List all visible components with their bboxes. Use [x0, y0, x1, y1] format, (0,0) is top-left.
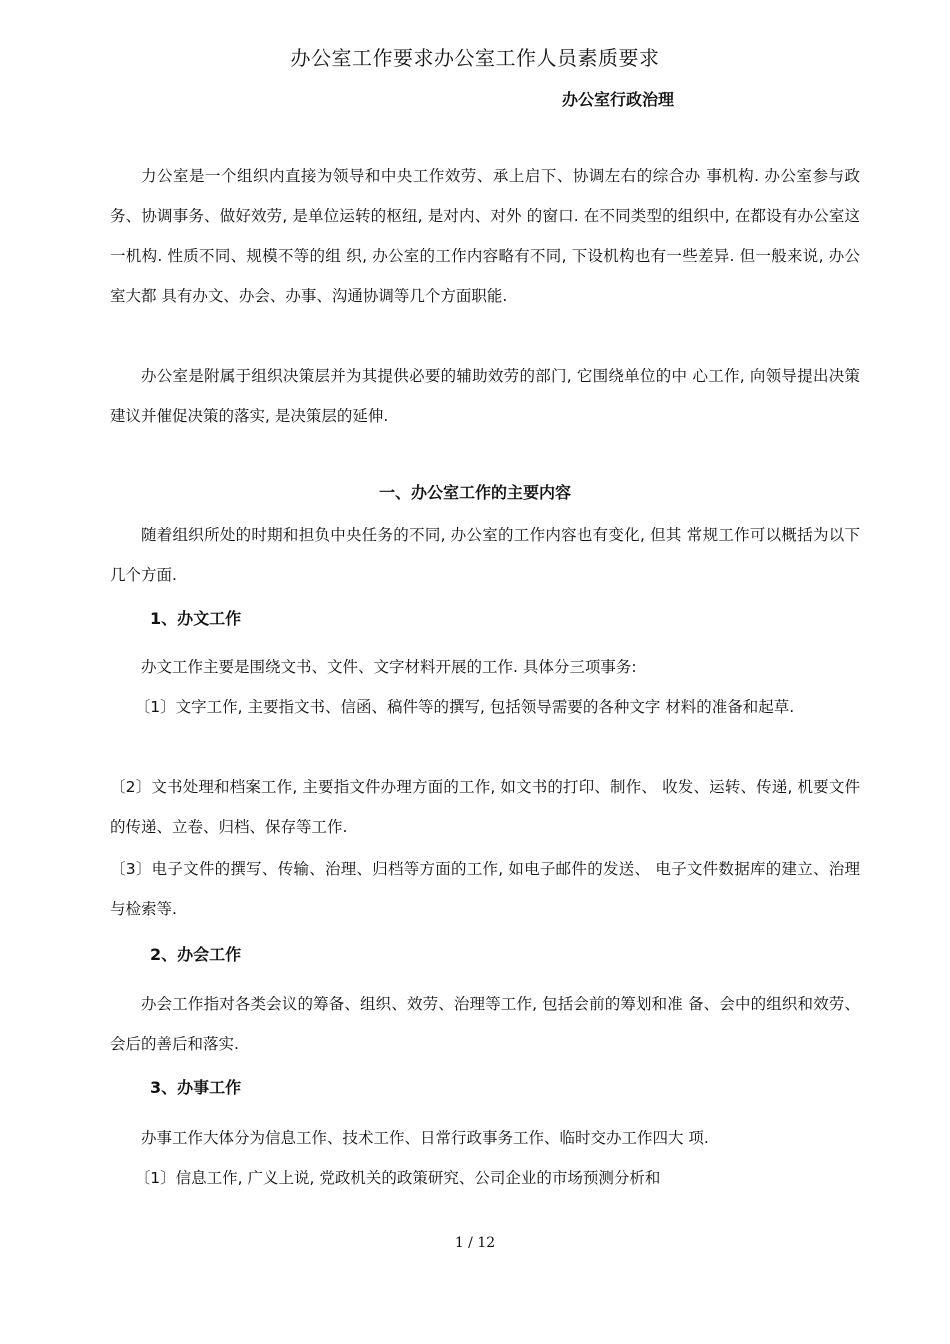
document-subtitle: 办公室行政治理 [562, 90, 675, 109]
page-title: 办公室工作要求办公室工作人员素质要求 [290, 46, 660, 70]
section-heading-main-content: 一、办公室工作的主要内容 [378, 483, 571, 502]
page-number: 1 / 12 [454, 1235, 496, 1251]
affairs-work-item-1: 〔1〕信息工作, 广义上说, 党政机关的政策研究、公司企业的市场预测分析和 [134, 1169, 661, 1187]
document-work-item-2: 〔2〕文书处理和档案工作, 主要指文件办理方面的工作, 如文书的打印、制作、 收发、运转、传递, 机要文件的传递、立卷、归档、保存等工作. [110, 778, 860, 836]
intro-paragraph-1: 力公室是一个组织内直接为领导和中央工作效劳、承上启下、协调左右的综合办 事机构. 办公室参与政务、协调事务、做好效劳, 是单位运转的枢纽, 是对内、对外 的窗口. 在不同类型的组织中, 在都设有办公室这一机构. 性质不同、规模不等的组 织, 办公室的工作内容略有不同, 下设机构也有一些差异. 但一般来说, 办公室大都 具有办文、办会、办事、沟通协调等几个方面职能. [110, 167, 860, 305]
affairs-work-intro: 办事工作大体分为信息工作、技术工作、日常行政事务工作、临时交办工作四大 项. [141, 1129, 709, 1147]
document-work-intro: 办文工作主要是围绕文书、文件、文字材料开展的工作. 具体分三项事务: [141, 658, 637, 676]
meeting-work-paragraph: 办会工作指对各类会议的筹备、组织、效劳、治理等工作, 包括会前的筹划和准 备、会中的组织和效劳、会后的善后和落实. [110, 995, 860, 1053]
section-intro-paragraph: 随着组织所处的时期和担负中央任务的不同, 办公室的工作内容也有变化, 但其 常规工作可以概括为以下几个方面. [110, 526, 860, 584]
subheading-affairs-work: 3、办事工作 [150, 1078, 242, 1097]
subheading-meeting-work: 2、办会工作 [150, 945, 242, 964]
subheading-document-work: 1、办文工作 [150, 609, 242, 628]
document-work-item-1: 〔1〕文字工作, 主要指文书、信函、稿件等的撰写, 包括领导需要的各种文字 材料的准备和起草. [134, 698, 795, 716]
intro-paragraph-2: 办公室是附属于组织决策层并为其提供必要的辅助效劳的部门, 它围绕单位的中 心工作, 向领导提出决策建议并催促决策的落实, 是决策层的延伸. [110, 367, 860, 425]
document-work-item-3: 〔3〕电子文件的撰写、传输、治理、归档等方面的工作, 如电子邮件的发送、 电子文件数据库的建立、治理与检索等. [110, 860, 860, 918]
